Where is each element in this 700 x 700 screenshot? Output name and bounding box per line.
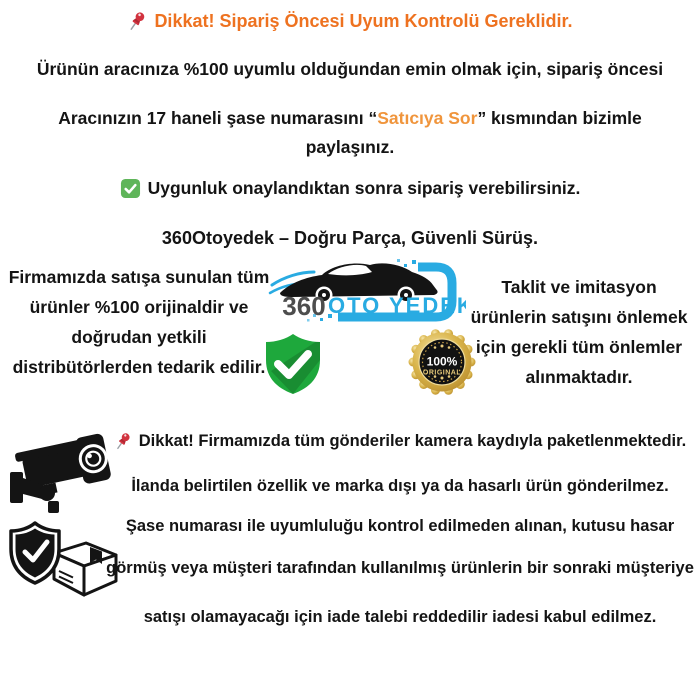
pushpin-icon [114,431,132,451]
green-checkbox-icon [120,178,141,199]
logo-name: OTO YEDEK [328,293,466,318]
anti-counterfeit-line: alınmaktadır. [525,367,633,387]
pushpin-icon [127,10,147,32]
brand-slogan: 360Otoyedek – Doğru Parça, Güvenli Sürüş. [161,228,539,248]
compliance-heading [0,10,700,32]
camera-notice [100,431,700,451]
originality-line: ürünler %100 orijinaldir ve [29,297,249,317]
badge-original-text: ORIGINAL [422,369,462,377]
logo-number: 360 [282,291,326,321]
ask-seller-highlight: Satıcıya Sor [377,108,478,128]
originality-line: Firmamızda satışa sunulan tüm [8,267,270,287]
return-policy-line: Şase numarası ile uyumluluğu kontrol edilmeden alınan, kutusu hasar [125,517,675,535]
anti-counterfeit-line: Taklit ve imitasyon [501,277,657,297]
badge-percent-text: 100% [426,354,458,369]
camera-notice-text: Dikkat! Firmamızda tüm gönderiler kamera kaydıyla paketlenmektedir. [138,431,687,450]
vin-request-note [0,104,700,162]
vin-request-suffix: ” kısmından bizimle [477,108,642,128]
anti-counterfeit-line: ürünlerin satışını önlemek [470,307,688,327]
anti-counterfeit-line: için gerekli tüm önlemler [475,337,683,357]
confirmation-note [0,178,700,199]
originality-line: distribütörlerden tedarik edilir. [12,357,266,377]
vin-request-prefix: Aracınızın 17 haneli şase numarasını “ [58,108,378,128]
anti-counterfeit-statement [458,272,700,392]
originality-statement [0,262,278,382]
green-shield-check-icon [257,331,329,397]
return-policy-line: satışı olamayacağı için iade talebi reddedilir iadesi kabul edilmez. [143,608,657,626]
vin-request-wrap: paylaşınız. [305,137,395,157]
confirmation-note-text: Uygunluk onaylandıktan sonra sipariş verebilirsiniz. [147,178,581,198]
originality-line: doğrudan yetkili [71,327,207,347]
logo-graphic [266,257,466,333]
listing-notice: İlanda belirtilen özellik ve marka dışı ya da hasarlı ürün gönderilmez. [131,477,669,495]
compatibility-note: Ürünün aracınıza %100 uyumlu olduğundan emin olmak için, sipariş öncesi [36,59,664,79]
company-logo [266,257,466,333]
return-policy-line: görmüş veya müşteri tarafından kullanılmış ürünlerin bir sonraki müşteriye [106,559,694,577]
compliance-heading-text: Dikkat! Sipariş Öncesi Uyum Kontrolü Gereklidir. [154,10,573,31]
